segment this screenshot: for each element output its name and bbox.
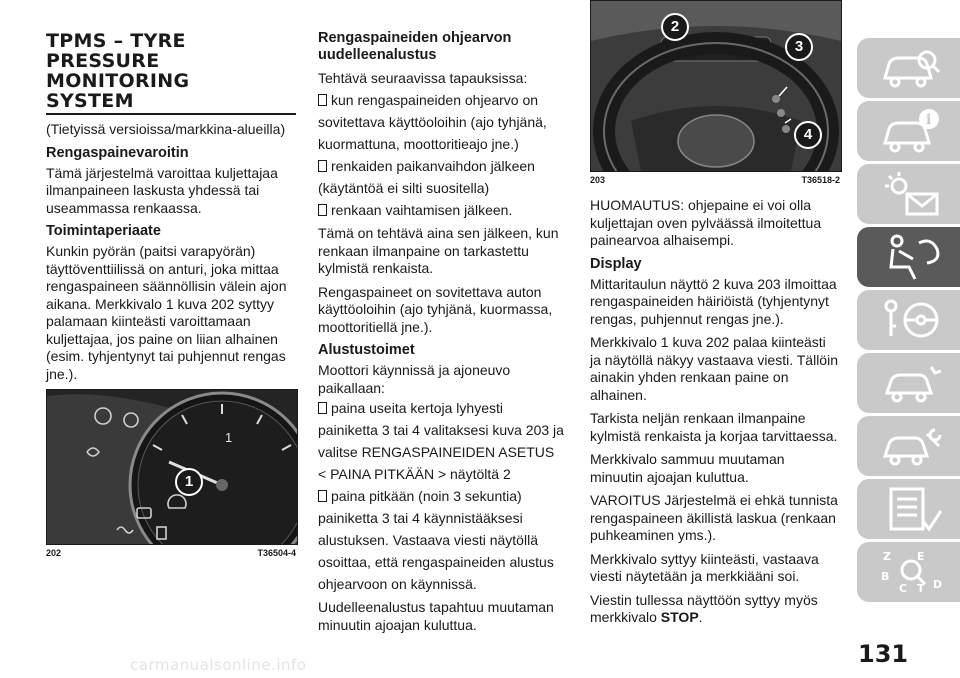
tab-car-info[interactable]	[857, 101, 960, 161]
svg-text:E: E	[917, 550, 925, 563]
tab-car-wrench[interactable]	[857, 416, 960, 476]
stop-word: STOP	[660, 609, 699, 625]
figure-code: T36518-2	[801, 175, 840, 185]
figure-202-instrument-cluster	[46, 389, 298, 545]
svg-text:B: B	[881, 570, 890, 583]
checkbox-bullet-icon	[318, 160, 327, 172]
callout-1: 1	[175, 468, 203, 496]
car-info-icon	[879, 107, 943, 155]
list-item	[318, 485, 566, 595]
heading-reset: Rengaspaineiden ohjearvon uudelleenalustus	[318, 30, 512, 63]
checkbox-bullet-icon	[318, 402, 327, 414]
checkbox-bullet-icon	[318, 204, 327, 216]
column-1	[46, 30, 296, 558]
list-item	[318, 155, 566, 199]
figure-number: 202	[46, 548, 62, 558]
stop-text-post: .	[698, 609, 703, 625]
paragraph-display-4: Merkkivalo sammuu muutaman minuutin ajoajan kuluttua.	[590, 451, 785, 485]
list-item	[318, 199, 566, 221]
tab-seat-airbag[interactable]	[857, 227, 960, 287]
svg-text:Z: Z	[883, 550, 891, 563]
list-item	[318, 89, 566, 155]
tab-key-steering[interactable]	[857, 290, 960, 350]
list-item-text: paina pitkään (noin 3 sekuntia) painiketta 3 tai 4 käynnistääksesi alustuksen. Vastaava viesti näytöllä osoittaa, että rengaspaineiden alustus ohjearvoon on käynnissä.	[318, 488, 554, 592]
paragraph-warning-note-2: Merkkivalo syttyy kiinteästi, vastaava viesti näytetään ja merkkiääni soi.	[590, 550, 819, 584]
watermark: carmanualsonline.info	[130, 656, 307, 674]
lights-envelope-icon	[879, 170, 943, 218]
paragraph-always: Tämä on tehtävä aina sen jälkeen, kun renkaan ilmanpaine on tarkastettu kylmistä renkaista.	[318, 225, 559, 276]
heading-init: Alustustoimet	[318, 342, 415, 358]
key-steering-wheel-icon	[879, 296, 943, 344]
paragraph-display-2: Merkkivalo 1 kuva 202 palaa kiinteästi ja näytöllä näkyy vastaava viesti. Tällöin ainakin yhden renkaan paine on alhainen.	[590, 334, 838, 403]
figure-number: 203	[590, 175, 606, 185]
paragraph-display-3: Tarkista neljän renkaan ilmanpaine kylmistä renkaista ja korjaa tarvittaessa.	[590, 410, 838, 444]
tab-car-crash[interactable]	[857, 353, 960, 413]
paragraph-operation: Kunkin pyörän (paitsi varapyörän) täyttöventtiilissä on anturi, joka mittaa rengaspaineen säännöllisin välein ajon aikana. Merkkivalo 1 kuva 202 syttyy palamaan kiinteästi varoittamaan kuljettajaa, jos paine on liian alhainen (esim. tyhjentynyt tai puhjennut rengas jne.).	[46, 243, 287, 382]
list-item-text: renkaiden paikanvaihdon jälkeen (käytäntöä ei silti suositella)	[318, 158, 535, 196]
tab-alphabet-index[interactable]	[857, 542, 960, 602]
paragraph-warning: Tämä järjestelmä varoittaa kuljettajaa ilmanpaineen laskusta yhdessä tai useammassa renkaassa.	[46, 164, 278, 216]
title-line: SYSTEM	[46, 90, 134, 112]
checkbox-bullet-icon	[318, 94, 327, 106]
figure-caption-202	[46, 548, 296, 558]
paragraph-init: Moottori käynnissä ja ajoneuvo paikallaan:	[318, 362, 511, 396]
heading-operation: Toimintaperiaate	[46, 223, 161, 239]
car-wrench-icon	[879, 422, 943, 470]
paragraph-display-1: Mittaritaulun näyttö 2 kuva 203 ilmoittaa rengaspaineiden häiriöistä (tyhjentynyt rengas, puhjennut rengas jne.).	[590, 275, 837, 327]
tab-checklist[interactable]	[857, 479, 960, 539]
callout-4: 4	[794, 121, 822, 149]
section-title	[46, 30, 296, 112]
list-item	[318, 397, 566, 485]
column-3	[590, 18, 840, 633]
paragraph-adapted: Rengaspaineet on sovitettava auton käyttöoloihin (ajo tyhjänä, kuormassa, moottoritiellä jne.).	[318, 283, 553, 335]
svg-text:T: T	[917, 582, 925, 595]
page-number: 131	[858, 640, 909, 668]
title-divider	[46, 113, 296, 115]
car-crash-icon	[879, 359, 943, 407]
title-line: PRESSURE	[46, 50, 160, 72]
svg-text:1: 1	[225, 430, 233, 445]
alphabet-index-icon	[879, 548, 943, 596]
list-item-text: paina useita kertoja lyhyesti painiketta 3 tai 4 valitaksesi kuva 203 ja valitse RENGASPAINEIDEN ASETUS < PAINA PITKÄÄN > näytöltä 2	[318, 400, 564, 482]
tab-car-magnifier[interactable]	[857, 38, 960, 98]
figure-caption-203	[590, 175, 840, 185]
heading-display: Display	[590, 255, 642, 272]
car-magnifier-icon	[879, 44, 943, 92]
svg-text:8888: 8888	[691, 45, 716, 57]
figure-203-steering-wheel	[590, 0, 842, 172]
chapter-tabs	[857, 38, 960, 605]
callout-3: 3	[785, 33, 813, 61]
figure-code: T36504-4	[257, 548, 296, 558]
stop-text-pre: Viestin tullessa näyttöön syttyy myös merkkivalo	[590, 591, 818, 625]
title-line: TPMS – TYRE	[46, 30, 186, 52]
list-item-text: renkaan vaihtamisen jälkeen.	[331, 202, 513, 218]
paragraph-warning-note: VAROITUS Järjestelmä ei ehkä tunnista rengaspaineen äkillistä laskua (renkaan puhkeaminen yms.).	[590, 492, 838, 543]
column-2	[318, 30, 566, 640]
heading-warning: Rengaspainevaroitin	[46, 144, 189, 161]
title-line: MONITORING	[46, 70, 190, 92]
checklist-icon	[879, 485, 943, 533]
checkbox-bullet-icon	[318, 490, 327, 502]
svg-text:i: i	[926, 112, 932, 128]
svg-text:D: D	[933, 578, 943, 591]
tab-lights-envelope[interactable]	[857, 164, 960, 224]
paragraph-delay: Uudelleenalustus tapahtuu muutaman minuutin ajoajan kuluttua.	[318, 599, 554, 633]
paragraph-note: HUOMAUTUS: ohjepaine ei voi olla kuljettajan oven pylväässä ilmoitettua painearvoa alhaisempi.	[590, 197, 822, 248]
seat-airbag-icon	[879, 233, 943, 281]
paragraph-cases: Tehtävä seuraavissa tapauksissa:	[318, 70, 528, 86]
callout-2: 2	[661, 13, 689, 41]
list-item-text: kun rengaspaineiden ohjearvo on sovitettava käyttöoloihin (ajo tyhjänä, kuormattuna, moottoritieajo jne.)	[318, 92, 547, 152]
paragraph-stop	[590, 592, 840, 627]
instrument-cluster-illustration	[47, 390, 297, 544]
subtitle: (Tietyissä versioissa/markkina-alueilla)	[46, 121, 286, 137]
svg-text:C: C	[899, 582, 908, 595]
